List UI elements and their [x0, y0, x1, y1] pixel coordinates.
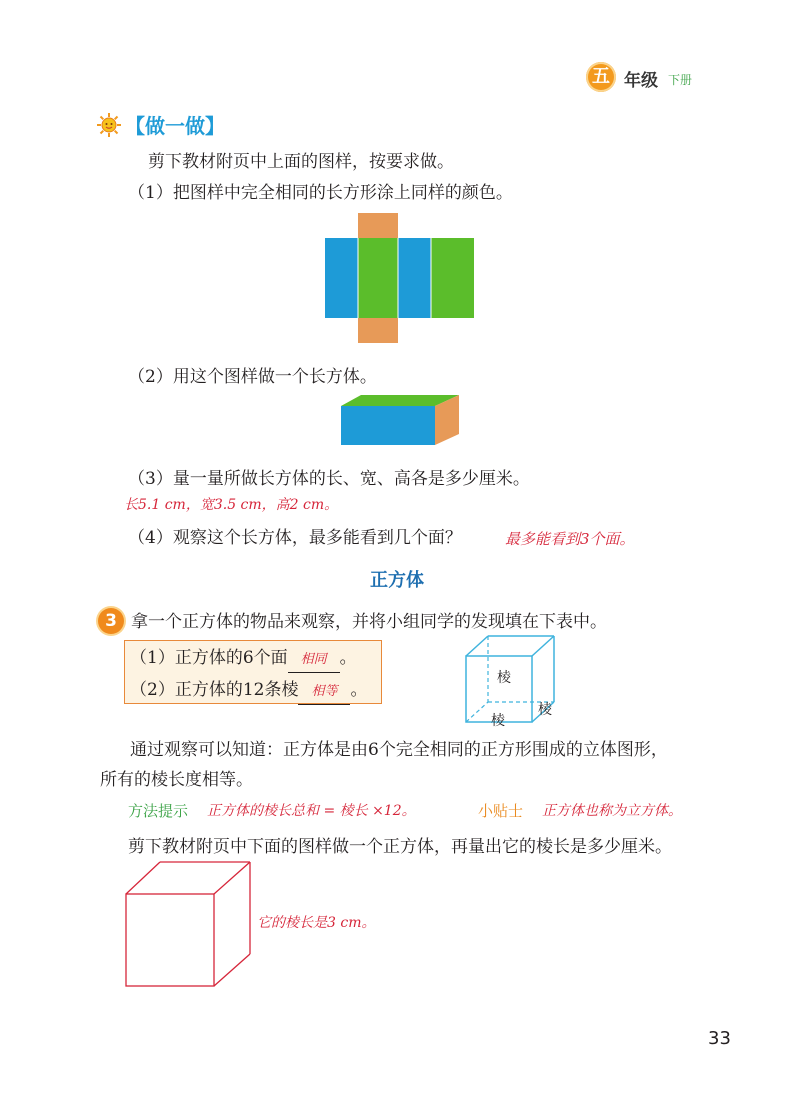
finding-2-answer: 相等: [298, 680, 350, 705]
edge-label-bottom: 棱: [491, 713, 505, 729]
page-number: 33: [708, 1028, 731, 1049]
net-face-far-green: [431, 238, 474, 318]
tip-text: 正方体也称为立方体。: [542, 803, 682, 819]
drawn-cube-diagram: [120, 858, 260, 990]
drawn-cube-front: [126, 894, 214, 986]
task-answer: 它的棱长是3 cm。: [257, 915, 376, 931]
grade-badge: 五: [586, 62, 616, 92]
conclusion-line-1: 通过观察可以知道：正方体是由6个完全相同的正方形围成的立体图形，: [130, 740, 668, 760]
grade-volume: 下册: [668, 73, 693, 87]
cuboid-diagram: [338, 392, 464, 448]
conclusion-line-2: 所有的棱长度相等。: [100, 770, 253, 790]
finding-2: [130, 678, 367, 705]
activity-step-1: （1）把图样中完全相同的长方形涂上同样的颜色。: [128, 183, 513, 203]
activity-intro: 剪下教材附页中上面的图样，按要求做。: [148, 152, 454, 172]
activity-step-3: （3）量一量所做长方体的长、宽、高各是多少厘米。: [128, 469, 530, 489]
activity-step-4: （4）观察这个长方体，最多能看到几个面？: [128, 528, 462, 548]
cube-heading: 正方体: [370, 570, 424, 591]
finding-2-suffix: 。: [350, 680, 368, 700]
finding-1-prefix: （1）正方体的6个面: [130, 648, 288, 668]
net-face-right-blue: [398, 238, 431, 318]
cuboid-front-face: [341, 406, 435, 445]
step-3-answer: 长5.1 cm，宽3.5 cm，高2 cm。: [124, 497, 339, 513]
cube-task: 剪下教材附页中下面的图样做一个正方体，再量出它的棱长是多少厘米。: [128, 837, 672, 857]
edge-label-front: 棱: [497, 670, 511, 686]
finding-1: [130, 646, 357, 673]
net-face-bottom: [358, 318, 398, 343]
grade-label: 年级: [624, 71, 658, 91]
cuboid-net-diagram: [320, 208, 480, 348]
net-face-top: [358, 213, 398, 238]
method-tip-label: 方法提示: [128, 802, 189, 820]
tip-label: 小贴士: [478, 802, 524, 820]
method-tip-text: 正方体的棱长总和 = 棱长 ×12。: [207, 803, 416, 819]
net-face-center-green: [358, 238, 398, 318]
cube-prompt: 拿一个正方体的物品来观察，并将小组同学的发现填在下表中。: [131, 612, 607, 632]
finding-1-suffix: 。: [339, 648, 357, 668]
net-face-left-blue: [325, 238, 358, 318]
section-title: 【做一做】: [125, 114, 225, 138]
sun-icon: [96, 112, 122, 138]
cube-edge-diagram: [460, 630, 570, 730]
finding-2-prefix: （2）正方体的12条棱: [130, 680, 299, 700]
edge-label-side: 棱: [538, 702, 552, 718]
activity-step-2: （2）用这个图样做一个长方体。: [128, 367, 377, 387]
example-number-badge: 3: [98, 608, 124, 634]
step-4-answer: 最多能看到3个面。: [505, 530, 635, 548]
finding-1-answer: 相同: [288, 648, 340, 673]
